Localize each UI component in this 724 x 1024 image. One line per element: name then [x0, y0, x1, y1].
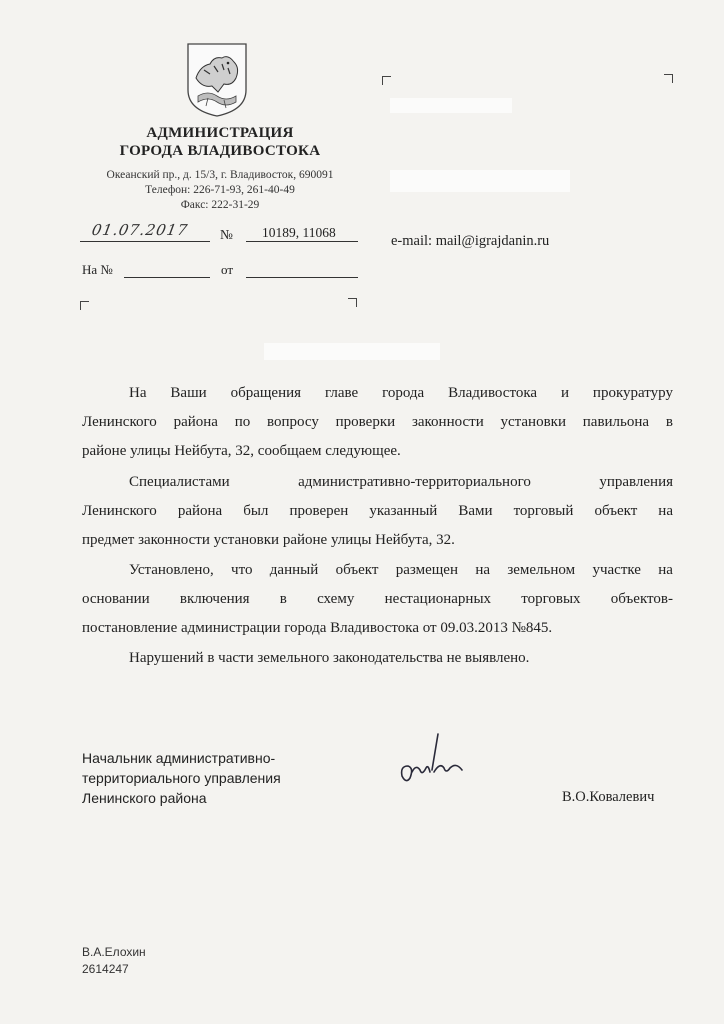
p2-line2: Ленинского района был проверен указанный Вами торговый объект на: [82, 503, 673, 519]
outgoing-number: 10189, 11068: [262, 225, 336, 240]
org-address: Океанский пр., д. 15/3, г. Владивосток, 690091: [106, 169, 334, 181]
number-underline: [246, 241, 358, 242]
redacted-recipient-name: [390, 98, 512, 113]
recipient-corner-mark-left: [382, 76, 391, 85]
p3-line3: постановление администрации города Владивостока от 09.03.2013 №845.: [82, 620, 553, 636]
p3-line1: Установлено, что данный объект размещен на земельном участке на: [129, 562, 673, 578]
p1-line2: Ленинского района по вопросу проверки законности установки павильона в: [82, 414, 673, 430]
org-name-line1: АДМИНИСТРАЦИЯ: [146, 125, 294, 141]
signatory-position-line3: Ленинского района: [82, 790, 207, 806]
reply-from-label: от: [221, 262, 234, 277]
handwritten-signature-icon: [398, 728, 470, 788]
recipient-email: e-mail: mail@igrajdanin.ru: [391, 233, 550, 249]
corner-mark-top-left: [80, 301, 89, 310]
executor-name: В.А.Елохин: [82, 945, 146, 959]
reply-number-underline: [124, 277, 210, 278]
org-phone: Телефон: 226-71-93, 261-40-49: [145, 184, 295, 196]
p4-line1: Нарушений в части земельного законодательства не выявлено.: [129, 650, 530, 666]
redacted-recipient-address: [390, 170, 570, 192]
signatory-position-line2: территориального управления: [82, 770, 281, 786]
recipient-corner-mark-right: [664, 74, 673, 83]
reply-to-label: На №: [82, 262, 113, 277]
redacted-salutation: [264, 343, 440, 360]
p3-line2: основании включения в схему нестационарных торговых объектов-: [82, 591, 673, 607]
org-fax: Факс: 222-31-29: [180, 199, 260, 211]
reply-date-underline: [246, 277, 358, 278]
executor-phone: 2614247: [82, 962, 129, 976]
p2-line1: Специалистами административно-территориального управления: [129, 474, 673, 490]
org-name-line2: ГОРОДА ВЛАДИВОСТОКА: [119, 143, 321, 159]
outgoing-date: 01.07.2017: [90, 221, 190, 239]
p2-line3: предмет законности установки районе улицы Нейбута, 32.: [82, 532, 455, 548]
vladivostok-coat-of-arms-icon: [184, 40, 250, 118]
number-label: №: [220, 227, 233, 242]
signatory-name: В.О.Ковалевич: [562, 789, 655, 805]
p1-line1: На Ваши обращения главе города Владивостока и прокуратуру: [129, 385, 673, 401]
signatory-position-line1: Начальник административно-: [82, 750, 276, 766]
p1-line3: районе улицы Нейбута, 32, сообщаем следующее.: [82, 443, 401, 459]
date-underline: [80, 241, 210, 242]
corner-mark-top-right: [348, 298, 357, 307]
